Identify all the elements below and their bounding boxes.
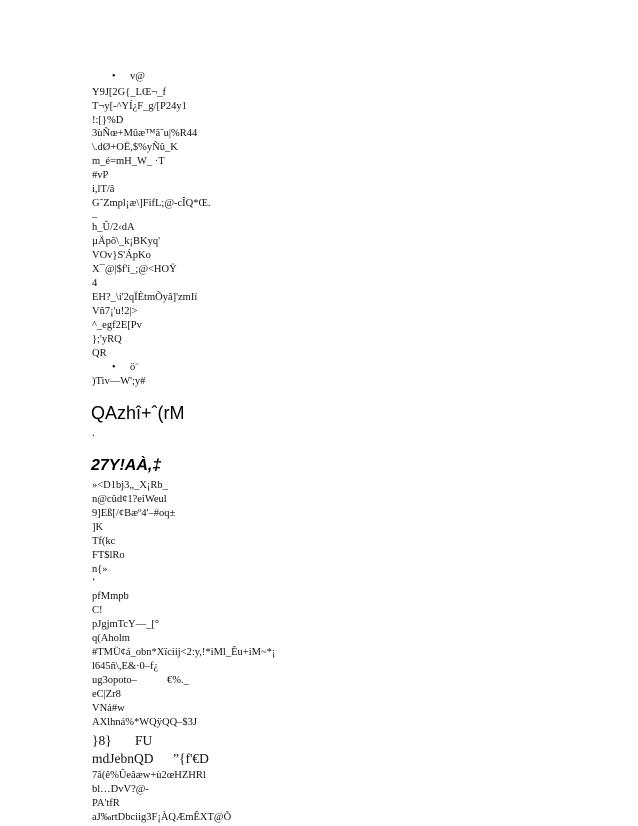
subsection-heading: 27Y!AÀ,‡	[91, 457, 162, 474]
text-line: m_é=mH_W_ ·T	[92, 156, 165, 167]
text-line: 4	[92, 278, 98, 289]
text-line: q(Aholm	[92, 633, 130, 644]
bullet-item-text: v@	[130, 71, 145, 82]
text-line: 7ã(ê%Ûeãæw+ù2œHZHRl	[92, 770, 206, 781]
text-line: aJ‰rtDbciig3F¡ÀQÆmÊXT@Õ	[92, 812, 232, 823]
text-line: EH?_\í'2qÏÈtmÕyâ]'zmIí	[92, 292, 198, 303]
text-line: 9]Eß[/¢Bæº4'–#oq±	[92, 508, 176, 519]
text-line: PA'tfR	[92, 798, 120, 809]
text-line: AXlhná%*WQÿQQ–$3J	[92, 717, 197, 728]
bullet-item-text: ö¨	[130, 362, 139, 373]
text-line: Vñ7¡'u!2|>	[92, 306, 138, 317]
text-line: n{»	[92, 564, 108, 575]
large-line-right: ”{f'€D	[173, 751, 209, 766]
text-line: FT$lRo	[92, 550, 125, 561]
text-line: QR	[92, 348, 107, 359]
text-line: )Tiv—W';y#	[92, 376, 146, 387]
text-line: bl…DvV?@-	[92, 784, 149, 795]
text-line: };'yRQ	[92, 334, 122, 345]
text-line: Tf(kc	[92, 536, 116, 547]
bullet-icon: •	[112, 362, 116, 373]
text-line: !:[}%D	[92, 115, 124, 126]
text-line: VOv}S'ÁpKo	[92, 250, 151, 261]
text-line: µÄpõ\_k¡BKyq'	[92, 236, 161, 247]
text-line: 3ùÑœ+Mûæ™ã˜u|%R44	[92, 128, 198, 139]
text-line: i,lT/â	[92, 184, 115, 195]
text-line: \.dØ+OË,$%yÑû_K	[92, 142, 178, 153]
text-line: _	[92, 208, 98, 219]
text-line: Y9J[2G{_LŒ¬_f	[92, 87, 166, 98]
text-line: VNá#w	[92, 703, 125, 714]
text-line: l645ñ\,E&·0–f¿	[92, 661, 159, 672]
section-heading: QAzhî+ˆ(rM	[91, 403, 185, 423]
large-line-left: mdJebnQD	[92, 751, 154, 766]
tabbed-line-right: €%._	[167, 675, 189, 686]
tabbed-line-left: ug3opoto–	[92, 675, 137, 686]
bullet-icon: •	[112, 71, 116, 82]
text-line: T¬y[-^YÍ¿F_g/[P24y1	[92, 101, 187, 112]
text-line: n@cûd¢1?eiWeul	[92, 494, 167, 505]
text-line: #vP	[92, 170, 109, 181]
text-line: X¯@|$f'i_;@<HOŸ	[92, 264, 177, 275]
text-line: ^_egf2E[Pv	[92, 320, 142, 331]
text-line: »<D1bj3„_X¡Rb_	[92, 480, 168, 491]
text-line: eC|Zr8	[92, 689, 121, 700]
large-line-left: }8}	[92, 733, 112, 748]
large-line-right: FU	[135, 733, 153, 748]
text-line: C!	[92, 605, 103, 616]
text-line: #TMÜ¢á_obn*Xïciij<2:y,!*iMl_Êu+iM~*¡	[92, 647, 276, 658]
text-line: pfMmpb	[92, 591, 129, 602]
text-line: pJgjmTcY—_[°	[92, 619, 160, 630]
text-line: h_Û/2‹dA	[92, 222, 135, 233]
text-line: G˜Zmpl¡æ\]FifL;@-cÎQ*Œ.	[92, 198, 211, 209]
text-line: ]K	[92, 522, 104, 533]
text-line: .	[92, 428, 95, 439]
text-line: ‘	[92, 577, 96, 588]
